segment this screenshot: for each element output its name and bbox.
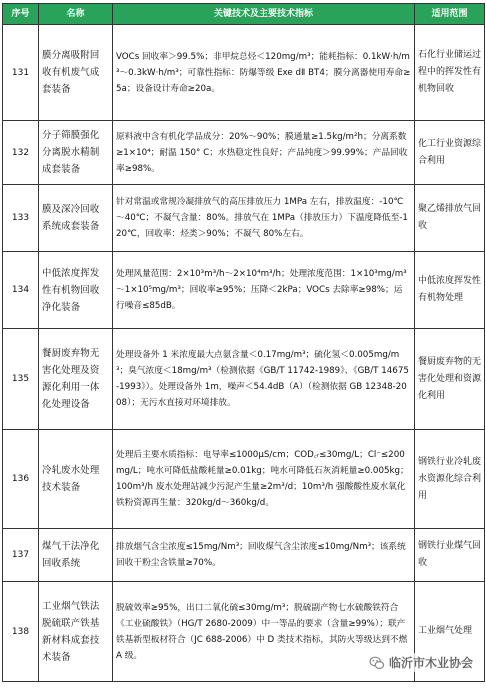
row-technology: 处理风量范围：2×10³m³/h～2×10⁴m³/h；处理浓度范围：1×10³mg/m³～1×10⁵mg/m³；回收率≥95%；压降＜2kPa；VOCs 去除率≥98%；运行噪音≤85dB。 xyxy=(113,252,415,329)
watermark-text: 临沂市木业协会 xyxy=(388,656,473,670)
table-row xyxy=(3,430,485,529)
row-number: 131 xyxy=(3,25,39,121)
row-name: 煤气干法净化回收系统 xyxy=(39,529,113,582)
technology-table xyxy=(2,3,485,682)
table-row xyxy=(3,329,485,430)
watermark xyxy=(366,653,476,672)
header-number: 序号 xyxy=(3,4,39,25)
row-name: 中低浓度挥发性有机物回收净化装备 xyxy=(39,252,113,329)
row-name: 膜及深冷回收系统成套装备 xyxy=(39,185,113,252)
row-name: 餐厨废弃物无害化处理及资源化利用一体化处理设备 xyxy=(39,329,113,430)
table-body xyxy=(3,25,485,682)
row-application: 中低浓度挥发性有机物处理 xyxy=(415,252,485,329)
row-application: 工业烟气处理 xyxy=(415,582,485,682)
row-number: 135 xyxy=(3,329,39,430)
row-name: 分子筛膜强化分离脱水精制成套装备 xyxy=(39,121,113,185)
table-header xyxy=(3,4,485,25)
row-application: 餐厨废弃物的无害化处理和资源化利用 xyxy=(415,329,485,430)
row-name: 冷轧废水处理技术装备 xyxy=(39,430,113,529)
row-number: 137 xyxy=(3,529,39,582)
row-technology: 处理设备外 1 米浓度最大点氨含量＜0.17mg/m³；硫化氢＜0.005mg/m³；臭气浓度＜18mg/m³（检测依据《GB/T 11742-1989》、《GB/T 14675-1993》）。处理设备外 1m，噪声＜54.4dB（A）（检测依据 GB 12348-2008）；无污水直接对环境排放。 xyxy=(113,329,415,430)
table-row xyxy=(3,529,485,582)
wechat-icon xyxy=(369,655,385,671)
row-name: 工业烟气铁法脱硫联产铁基新材料成套技术装备 xyxy=(39,582,113,682)
row-number: 133 xyxy=(3,185,39,252)
table-row xyxy=(3,185,485,252)
row-application: 石化行业储运过程中的挥发性有机物回收 xyxy=(415,25,485,121)
row-application: 钢铁行业煤气回收 xyxy=(415,529,485,582)
row-technology: 针对常温或常规冷凝排放气的高压排放压力 1MPa 左右，排放温度：-10℃～40℃；不凝气含量：80%。排放气在 1MPa（排放压力）下温度降低至-120℃，回收率：烃类＞90%；不凝气 80%左右。 xyxy=(113,185,415,252)
header-application: 适用范围 xyxy=(415,4,485,25)
row-technology: 脱硫效率≥95%，出口二氧化硫≤30mg/m³；脱硫副产物七水硫酸铁符合《工业硫酸铁》（HG/T 2680-2009）中一等品的要求（含量≥99%）；联产铁基新型板材符合（JC 688-2006）中 D 类技术指标，其防火等级达到不燃 A 级。 xyxy=(113,582,415,682)
row-technology: VOCs 回收率＞99.5%；非甲烷总烃＜120mg/m³；能耗指标：0.1kW·h/m³～0.3kW·h/m³；可靠性指标：防爆等级 Exe dⅡ BT4；膜分离器使用寿命≥5a；设备设计寿命≥20a。 xyxy=(113,25,415,121)
header-row xyxy=(3,4,485,25)
row-number: 134 xyxy=(3,252,39,329)
row-name: 膜分离吸附回收有机废气成套装备 xyxy=(39,25,113,121)
table-row xyxy=(3,252,485,329)
row-number: 132 xyxy=(3,121,39,185)
header-technology: 关键技术及主要技术指标 xyxy=(113,4,415,25)
row-application: 聚乙烯排放气回收 xyxy=(415,185,485,252)
row-number: 136 xyxy=(3,430,39,529)
row-technology: 处理后主要水质指标：电导率≤1000μS/cm；COD꜀ᵣ≤30mg/L；Cl⁻≤200mg/L；吨水可降低盐酸耗量≥0.01kg；吨水可降低石灰消耗量≥0.005kg；100m³/h 废水处理站减少污泥产生量≥2m³/d；10m³/h 强酸酸性废水氧化铁粉资源再生量：320kg/d～360kg/d。 xyxy=(113,430,415,529)
header-name: 名称 xyxy=(39,4,113,25)
row-application: 钢铁行业冷轧废水资源化综合利用 xyxy=(415,430,485,529)
table-row xyxy=(3,25,485,121)
row-technology: 原料液中含有机化学品成分：20%～90%；膜通量≥1.5kg/m²h；分离系数≥1×10⁴；耐温 150° C；水热稳定性良好；产品纯度＞99.99%；产品回收率≥98%。 xyxy=(113,121,415,185)
row-technology: 排放烟气含尘浓度≤15mg/Nm³；回收煤气含尘浓度≤10mg/Nm³；该系统回收干粉尘含铁量≥70%。 xyxy=(113,529,415,582)
row-application: 化工行业资源综合利用 xyxy=(415,121,485,185)
table-row xyxy=(3,121,485,185)
row-number: 138 xyxy=(3,582,39,682)
